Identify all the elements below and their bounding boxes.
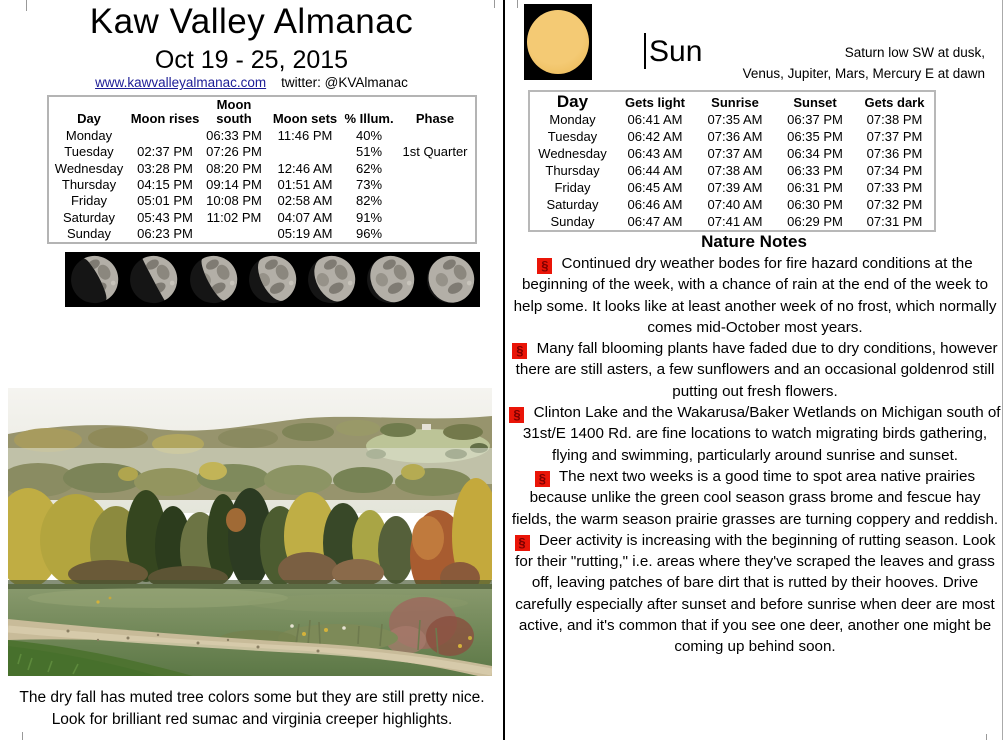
section-marker-icon: § [509,407,524,423]
table-cell: 06:35 PM [787,129,843,144]
table-cell: 07:37 AM [707,146,763,161]
nature-note: § Many fall blooming plants have faded due to dry conditions, however there are still asters, a few sunflowers and an occasional goldenrod still putting out fresh flowers. [508,338,1002,402]
table-cell: 04:15 PM [137,176,193,192]
table-cell: 10:08 PM [206,193,262,209]
column-header: Day [77,111,101,126]
table-cell: 73% [355,176,383,192]
table-cell: 12:46 AM [277,160,333,176]
table-cell: 03:28 PM [137,160,193,176]
table-cell: Monday [65,127,113,143]
table-row [530,196,934,213]
table-cell: 07:32 PM [866,197,923,212]
table-cell: Sunday [550,214,595,229]
link-line [0,75,503,90]
twitter-handle: twitter: @KVAlmanac [281,75,408,90]
table-cell: 06:44 AM [627,163,683,178]
column-header: Gets light [625,95,685,110]
crop-mark [986,734,987,740]
column-header: Moon south [216,97,252,126]
planet-visibility-note [655,42,985,84]
section-marker-icon: § [512,343,527,359]
table-cell: 05:01 PM [137,193,193,209]
column-header: Sunset [793,95,837,110]
moon-table [49,97,475,242]
table-cell: 06:46 AM [627,197,683,212]
table-cell: Wednesday [54,160,124,176]
table-cell: 01:51 AM [277,176,333,192]
table-cell: 06:41 AM [627,112,683,127]
table-cell: 51% [355,144,383,160]
crop-mark [517,0,518,8]
landscape-photo [8,388,492,676]
table-cell [129,127,201,143]
page-right-edge [1002,0,1003,740]
table-cell: 96% [355,226,383,242]
table-cell: 62% [355,160,383,176]
nature-note: § Deer activity is increasing with the beginning of rutting season. Look for their "rutting," i.e. areas where they've scraped the leaves and grass off, leaving patches of bare dirt that is rutted by their hooves. Drive carefully especially after sunset and before sunrise when deer are most active, and it's common that if you see one deer, another one might be coming up behind soon. [515,531,996,656]
column-header: % Illum. [344,111,394,126]
table-cell: Saturday [62,209,116,225]
table-cell: 04:07 AM [277,209,333,225]
nature-note: § The next two weeks is a good time to spot area native prairies because unlike the green cool season grass brome and fescue hay fields, the warm season prairie grasses are turning coppery and reddish. [511,467,999,528]
moon-phase-image [243,252,302,307]
planet-note-line1: Saturn low SW at dusk, [844,45,985,60]
table-row [530,213,934,230]
table-cell: Friday [554,180,591,195]
table-cell: 07:38 AM [707,163,763,178]
page-divider [503,0,505,740]
column-header: Phase [415,111,455,126]
moon-phase-image [302,252,361,307]
table-cell: 06:43 AM [627,146,683,161]
table-cell: 05:19 AM [277,226,333,242]
section-marker-icon: § [535,471,550,487]
table-row [530,145,934,162]
table-row [49,193,475,209]
nature-note: § Continued dry weather bodes for fire hazard conditions at the beginning of the week, with a chance of rain at the end of the week to help some. It looks like at least another week of no frost, which normally comes mid-October most years. [513,255,997,336]
table-cell: 91% [355,209,383,225]
table-row [530,162,934,179]
nature-notes-title: Nature Notes [701,232,807,251]
table-row [49,226,475,242]
table-header-row [49,97,475,127]
table-cell [395,209,475,225]
table-cell: 07:33 PM [866,180,923,195]
text-cursor [644,33,646,69]
table-header-row [530,92,934,111]
table-cell: 07:34 PM [866,163,923,178]
table-cell: 07:36 PM [866,146,923,161]
table-cell [395,176,475,192]
table-cell [267,143,343,159]
table-cell: 06:29 PM [787,214,843,229]
sun-image [524,4,592,80]
table-cell: 02:37 PM [137,144,193,160]
landscape-photo-art [8,388,492,676]
moon-phase-strip [65,252,480,307]
table-cell: 08:20 PM [206,160,262,176]
nature-notes-list [508,253,1002,658]
table-cell: 07:38 PM [866,112,923,127]
table-cell: 06:42 AM [627,129,683,144]
sun-section-title: Sun [649,35,703,68]
moon-phase-image [184,252,243,307]
moon-phase-image [361,252,420,307]
table-cell [395,193,475,209]
table-cell: 07:40 AM [707,197,763,212]
table-cell: 06:23 PM [137,226,193,242]
table-row [530,128,934,145]
sun-table [530,92,934,230]
table-cell: Wednesday [538,146,607,161]
column-header: Gets dark [864,95,925,110]
table-cell: 07:39 AM [707,180,763,195]
table-cell [395,127,475,143]
table-cell: 07:37 PM [866,129,923,144]
table-row [49,143,475,159]
section-marker-icon: § [515,535,530,551]
table-cell: 1st Quarter [402,144,468,160]
table-cell: Tuesday [547,129,598,144]
table-cell: 06:47 AM [627,214,683,229]
page-title: Kaw Valley Almanac [89,2,414,41]
table-cell: 11:02 PM [206,209,262,225]
sun-table-box [528,90,936,232]
website-link[interactable]: www.kawvalleyalmanac.com [95,75,267,90]
table-cell: 06:31 PM [787,180,843,195]
moon-phase-image [421,252,480,307]
moon-table-box [47,95,477,244]
table-cell: Sunday [66,226,112,242]
table-cell: Saturday [546,197,599,212]
table-cell: Friday [70,193,108,209]
table-cell: 06:34 PM [787,146,843,161]
table-row [49,176,475,192]
table-cell: 07:31 PM [866,214,923,229]
column-header: Moon sets [272,111,338,126]
table-cell: Tuesday [64,144,114,160]
table-cell: 06:33 PM [206,127,262,143]
table-cell: 06:45 AM [627,180,683,195]
table-cell: 06:33 PM [787,163,843,178]
table-cell: 82% [355,193,383,209]
date-range: Oct 19 - 25, 2015 [154,46,349,74]
column-header: Moon rises [130,111,200,126]
table-cell: Monday [549,112,596,127]
table-cell [201,226,267,242]
planet-note-line2: Venus, Jupiter, Mars, Mercury E at dawn [742,66,985,81]
table-row [49,209,475,225]
table-cell: 09:14 PM [206,176,262,192]
table-cell [395,226,475,242]
column-header: Sunrise [711,95,759,110]
table-cell: 07:26 PM [206,144,262,160]
table-cell: 11:46 PM [277,127,333,143]
moon-phase-image [124,252,183,307]
table-cell: 06:37 PM [787,112,843,127]
nature-note: § Clinton Lake and the Wakarusa/Baker Wetlands on Michigan south of 31st/E 1400 Rd. are fine locations to watch migrating birds gathering, flying and swimming, particularly around sunrise and sunset. [508,402,1002,466]
table-cell: 40% [355,127,383,143]
table-row [49,127,475,143]
table-cell: Thursday [545,163,600,178]
table-cell: 07:36 AM [707,129,763,144]
table-cell: Thursday [61,176,117,192]
table-cell: 06:30 PM [787,197,843,212]
table-row [530,111,934,128]
photo-caption: The dry fall has muted tree colors some but they are still pretty nice. Look for brilliant red sumac and virginia creeper highlights. [19,689,485,728]
table-row [49,160,475,176]
table-cell: 05:43 PM [137,209,193,225]
sun-icon [527,10,589,74]
table-cell: 07:41 AM [707,214,763,229]
column-header: Day [556,92,589,111]
table-row [530,179,934,196]
moon-phase-image [65,252,124,307]
table-cell: 07:35 AM [707,112,763,127]
table-cell [395,160,475,176]
table-cell: 02:58 AM [277,193,333,209]
section-marker-icon: § [537,258,552,274]
crop-mark [22,732,23,740]
